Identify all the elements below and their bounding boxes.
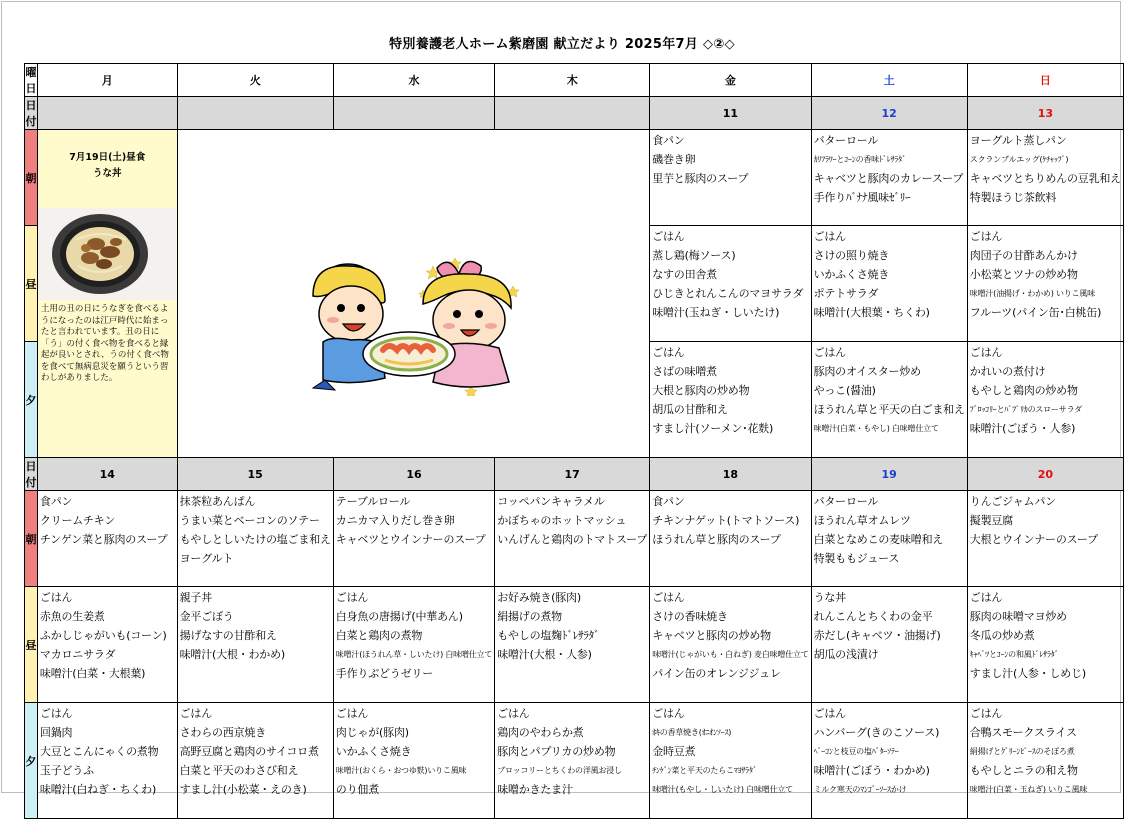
week2-fri-lunch xyxy=(650,587,811,703)
menu-item: テーブルロール xyxy=(335,495,411,508)
week2-mon-lunch xyxy=(37,587,177,703)
menu-item: 味噌汁(白菜・もやし) 白味噌仕立て xyxy=(813,424,939,433)
menu-item: ごはん xyxy=(179,707,212,720)
menu-item: チンゲン菜と豚肉のスープ xyxy=(39,533,168,546)
week2-date-tue: 15 xyxy=(177,458,333,491)
week1-date-sat: 12 xyxy=(811,97,967,130)
week2-sun-dinner xyxy=(967,703,1123,819)
menu-item: バターロール xyxy=(813,495,879,508)
day-wed: 水 xyxy=(333,64,494,97)
menu-item: 赤だし(キャベツ・油揚げ) xyxy=(813,629,941,642)
special-unadon-panel xyxy=(37,130,177,458)
day-sat: 土 xyxy=(811,64,967,97)
menu-item: バターロール xyxy=(813,134,879,147)
week2-thu-lunch xyxy=(495,587,650,703)
menu-item: ごはん xyxy=(497,707,530,720)
menu-item: ごはん xyxy=(335,591,369,604)
menu-item: 肉じゃが(豚肉) xyxy=(335,726,409,739)
menu-item: ハンバーグ(きのこソース) xyxy=(813,726,940,739)
week1-date-thu xyxy=(495,97,650,130)
menu-item: ごはん xyxy=(39,591,73,604)
menu-item: ごはん xyxy=(969,591,1003,604)
menu-item: いかふくさ焼き xyxy=(813,268,890,281)
menu-item: いかふくさ焼き xyxy=(335,745,412,758)
menu-table xyxy=(24,63,1124,819)
menu-item: 白菜と平天のわさび和え xyxy=(179,764,299,777)
week2-mon-breakfast xyxy=(37,491,177,587)
menu-item: すまし汁(人参・しめじ) xyxy=(969,667,1086,680)
menu-item: 味噌汁(大根・わかめ) xyxy=(179,648,285,661)
menu-item: キャベツと豚肉の炒め物 xyxy=(652,629,771,642)
menu-item: ごはん xyxy=(652,707,685,720)
menu-item: もやしの塩麹ﾄﾞﾚｻﾗﾀﾞ xyxy=(497,629,600,642)
page-title: 特別養護老人ホーム紫磨園 献立だより 2025年7月 ◇②◇ xyxy=(389,37,735,52)
menu-item: 味噌汁(ほうれん草・しいたけ) 白味噌仕立て xyxy=(335,650,493,659)
menu-item: 食パン xyxy=(652,134,685,147)
menu-item: パイン缶のオレンジジュレ xyxy=(652,667,781,680)
menu-item: ｶﾘﾌﾗﾜｰとｺｰﾝの香味ﾄﾞﾚｻﾗﾀﾞ xyxy=(813,155,906,164)
week2-date-wed: 16 xyxy=(333,458,494,491)
menu-item: さわらの西京焼き xyxy=(179,726,266,739)
menu-item: ごはん xyxy=(652,591,685,604)
menu-item: ごはん xyxy=(813,707,846,720)
menu-item: もやしとしいたけの塩ごま和え xyxy=(179,533,331,546)
day-tue: 火 xyxy=(177,64,333,97)
week2-wed-dinner xyxy=(333,703,494,819)
week1-date-mon xyxy=(37,97,177,130)
menu-item: ごはん xyxy=(335,707,369,720)
meal-label-lunch: 昼 xyxy=(25,226,38,342)
menu-item: ほうれん草と豚肉のスープ xyxy=(652,533,781,546)
menu-item: 磯巻き卵 xyxy=(652,153,696,166)
week2-sun-lunch xyxy=(967,587,1123,703)
menu-item: 味噌汁(じゃがいも・白ねぎ) 麦白味噌仕立て xyxy=(652,650,809,659)
menu-item: 回鍋肉 xyxy=(39,726,73,739)
menu-item: 肉団子の甘酢あんかけ xyxy=(969,249,1078,262)
week2-breakfast-row xyxy=(25,491,1124,587)
menu-item: 味噌汁(おくら・おつゆ麩)いりこ風味 xyxy=(335,766,467,775)
menu-item: 赤魚の生姜煮 xyxy=(39,610,105,623)
hizuke-label-2: 日付 xyxy=(25,458,38,491)
menu-item: 親子丼 xyxy=(179,591,212,604)
menu-item: ﾁﾝｹﾞﾝ菜と平天のたらこﾏﾖｻﾗﾀﾞ xyxy=(652,766,757,775)
menu-item: 食パン xyxy=(39,495,73,508)
menu-item: ポテトサラダ xyxy=(813,287,879,300)
menu-item: 手作りﾊﾞﾅﾅ風味ｾﾞﾘｰ xyxy=(813,191,911,204)
menu-item: 味噌汁(白ねぎ・ちくわ) xyxy=(39,783,157,796)
menu-item: キャベツとウインナーのスープ xyxy=(335,533,486,546)
week1-fri-dinner xyxy=(650,342,811,458)
menu-item: ミルク寒天のﾏﾝｺﾞｰｿｰｽかけ xyxy=(813,785,907,794)
menu-item: 擬製豆腐 xyxy=(969,514,1013,527)
week2-dinner-row xyxy=(25,703,1124,819)
menu-item: なすの田舎煮 xyxy=(652,268,717,281)
week2-date-sat: 19 xyxy=(811,458,967,491)
menu-item: ごはん xyxy=(969,707,1003,720)
menu-item: ごはん xyxy=(39,707,73,720)
menu-item: ごはん xyxy=(652,230,685,243)
menu-item: 味噌汁(油揚げ・わかめ) いりこ風味 xyxy=(969,289,1095,298)
week2-sat-breakfast xyxy=(811,491,967,587)
menu-item: ごはん xyxy=(969,346,1003,359)
menu-item: かぼちゃのホットマッシュ xyxy=(497,514,627,527)
menu-item: 胡瓜の浅漬け xyxy=(813,648,879,661)
week2-sun-breakfast xyxy=(967,491,1123,587)
menu-item: ほうれん草オムレツ xyxy=(813,514,911,527)
week1-sat-lunch xyxy=(811,226,967,342)
menu-item: いんげんと鶏肉のトマトスープ xyxy=(497,533,648,546)
menu-item: 合鴨スモークスライス xyxy=(969,726,1077,739)
menu-item: 味噌汁(白菜・玉ねぎ) いりこ風味 xyxy=(969,785,1088,794)
week1-fri-lunch xyxy=(650,226,811,342)
menu-item: ふかしじゃがいも(コーン) xyxy=(39,629,167,642)
menu-item: コッペパンキャラメル xyxy=(497,495,605,508)
menu-item: ごはん xyxy=(652,346,685,359)
menu-item: 大根と豚肉の炒め物 xyxy=(652,384,750,397)
menu-item: キャベツと豚肉のカレースープ xyxy=(813,172,964,185)
menu-item: キャベツとちりめんの豆乳和え xyxy=(969,172,1121,185)
week1-date-fri: 11 xyxy=(650,97,811,130)
menu-item: 大根とウインナーのスープ xyxy=(969,533,1098,546)
menu-item: 絹揚げとｸﾞﾘｰﾝﾋﾟｰｽのそぼろ煮 xyxy=(969,747,1075,756)
menu-item: 味噌汁(玉ねぎ・しいたけ) xyxy=(652,306,780,319)
menu-item: チキンナゲット(トマトソース) xyxy=(652,514,800,527)
week1-sat-breakfast xyxy=(811,130,967,226)
day-sun: 日 xyxy=(967,64,1123,97)
special-dish: うな丼 xyxy=(92,168,122,179)
menu-item: 大豆とこんにゃくの煮物 xyxy=(39,745,159,758)
menu-item: 揚げなすの甘酢和え xyxy=(179,629,277,642)
meal-label-lunch-2: 昼 xyxy=(25,587,38,703)
menu-item: 味噌汁(ごぼう・わかめ) xyxy=(813,764,930,777)
menu-item: 豚肉の味噌マヨ炒め xyxy=(969,610,1067,623)
menu-item: ごはん xyxy=(969,230,1003,243)
meal-label-dinner-2: 夕 xyxy=(25,703,38,819)
menu-item: すまし汁(ソーメン･花麩) xyxy=(652,422,774,435)
menu-item: 味噌汁(白菜・大根葉) xyxy=(39,667,146,680)
menu-item: 鶏肉のやわらか煮 xyxy=(497,726,584,739)
week2-tue-lunch xyxy=(177,587,333,703)
menu-item: 白菜となめこの麦味噌和え xyxy=(813,533,944,546)
menu-item: 胡瓜の甘酢和え xyxy=(652,403,728,416)
menu-item: りんごジャムパン xyxy=(969,495,1056,508)
menu-item: クリームチキン xyxy=(39,514,116,527)
menu-item: うな丼 xyxy=(813,591,846,604)
meal-label-breakfast: 朝 xyxy=(25,130,38,226)
menu-item: ほうれん草と平天の白ごま和え xyxy=(813,403,965,416)
week2-mon-dinner xyxy=(37,703,177,819)
menu-item: 味噌かきたま汁 xyxy=(497,783,573,796)
menu-item: フルーツ(パイン缶･白桃缶) xyxy=(969,306,1102,319)
menu-item: 高野豆腐と鶏肉のサイコロ煮 xyxy=(179,745,319,758)
week2-tue-breakfast xyxy=(177,491,333,587)
menu-item: ﾍﾞｰｺﾝと枝豆の塩ﾊﾞﾀｰｿﾃｰ xyxy=(813,747,899,756)
week2-lunch-row xyxy=(25,587,1124,703)
week1-date-tue xyxy=(177,97,333,130)
week2-sat-dinner xyxy=(811,703,967,819)
menu-item: 味噌汁(ごぼう・人参) xyxy=(969,422,1076,435)
menu-item: 金平ごぼう xyxy=(179,610,234,623)
week1-sun-lunch xyxy=(967,226,1123,342)
week2-fri-dinner xyxy=(650,703,811,819)
menu-item: 里芋と豚肉のスープ xyxy=(652,172,749,185)
day-fri: 金 xyxy=(650,64,811,97)
illustration-cell xyxy=(177,130,650,458)
menu-item: 白身魚の唐揚げ(中華あん) xyxy=(335,610,463,623)
children-shrimp-illustration xyxy=(273,246,573,396)
menu-item: 特製ほうじ茶飲料 xyxy=(969,191,1057,204)
menu-item: ヨーグルト蒸しパン xyxy=(969,134,1067,147)
week2-thu-breakfast xyxy=(495,491,650,587)
week2-wed-breakfast xyxy=(333,491,494,587)
menu-item: すまし汁(小松菜・えのき) xyxy=(179,783,307,796)
menu-item: 蒸し鶏(梅ソース) xyxy=(652,249,736,262)
menu-item: 玉子どうふ xyxy=(39,764,94,777)
menu-item: やっこ(醤油) xyxy=(813,384,876,397)
week1-sat-dinner xyxy=(811,342,967,458)
menu-item: さけの照り焼き xyxy=(813,249,890,262)
meal-label-breakfast-2: 朝 xyxy=(25,491,38,587)
menu-item: 味噌汁(もやし・しいたけ) 白味噌仕立て xyxy=(652,785,793,794)
week2-fri-breakfast xyxy=(650,491,811,587)
menu-item: スクランブルエッグ(ｹﾁｬｯﾌﾟ) xyxy=(969,155,1069,164)
menu-item: れんこんとちくわの金平 xyxy=(813,610,933,623)
menu-item: お好み焼き(豚肉) xyxy=(497,591,581,604)
week1-date-wed xyxy=(333,97,494,130)
special-note: 土用の丑の日にうなぎを食べるようになったのは江戸時代に始まったと言われています。丑の日に「う」の付く食べ物を食べると縁起が良いとされ、うの付く食べ物を食べて無病息災を願うという習わしがありました。 xyxy=(40,304,169,383)
menu-item: 豚肉のオイスター炒め xyxy=(813,365,921,378)
week1-sun-dinner xyxy=(967,342,1123,458)
menu-item: 白菜と鶏肉の煮物 xyxy=(335,629,423,642)
week2-wed-lunch xyxy=(333,587,494,703)
menu-item: 味噌汁(大根・人参) xyxy=(497,648,592,661)
menu-item: かれいの煮付け xyxy=(969,365,1046,378)
menu-item: 冬瓜の炒め煮 xyxy=(969,629,1035,642)
menu-item: もやしと鶏肉の炒め物 xyxy=(969,384,1078,397)
youbi-label: 曜日 xyxy=(25,64,38,97)
menu-item: ﾌﾞﾛｯｺﾘｰとﾊﾟﾌﾟﾘｶのスローサラダ xyxy=(969,405,1083,414)
week2-date-row xyxy=(25,458,1124,491)
menu-item: 豚肉とパプリカの炒め物 xyxy=(497,745,616,758)
hizuke-label: 日付 xyxy=(25,97,38,130)
day-thu: 木 xyxy=(495,64,650,97)
menu-item: 味噌汁(大根葉・ちくわ) xyxy=(813,306,930,319)
menu-item: ｷｬﾍﾞﾂとｺｰﾝの和風ﾄﾞﾚｻﾗﾀﾞ xyxy=(969,650,1059,659)
menu-item: ヨーグルト xyxy=(179,552,234,565)
day-mon: 月 xyxy=(37,64,177,97)
menu-item: 特製ももジュース xyxy=(813,552,900,565)
menu-item: ﾎｷの香草焼き(ｵﾆｵﾝｿｰｽ) xyxy=(652,728,732,737)
menu-item: マカロニサラダ xyxy=(39,648,116,661)
week2-tue-dinner xyxy=(177,703,333,819)
menu-item: ごはん xyxy=(813,346,846,359)
week2-sat-lunch xyxy=(811,587,967,703)
meal-label-dinner: 夕 xyxy=(25,342,38,458)
week1-sun-breakfast xyxy=(967,130,1123,226)
menu-item: ごはん xyxy=(813,230,846,243)
menu-item: 小松菜とツナの炒め物 xyxy=(969,268,1078,281)
menu-item: 抹茶粒あんぱん xyxy=(179,495,256,508)
menu-item: 食パン xyxy=(652,495,685,508)
menu-item: うまい菜とベーコンのソテー xyxy=(179,514,320,527)
menu-item: ブロッコリーとちくわの洋風お浸し xyxy=(497,766,622,775)
week1-fri-breakfast xyxy=(650,130,811,226)
week2-date-mon: 14 xyxy=(37,458,177,491)
week2-date-thu: 17 xyxy=(495,458,650,491)
week2-thu-dinner xyxy=(495,703,650,819)
special-date: 7月19日(土)昼食 xyxy=(69,152,146,163)
menu-item: のり佃煮 xyxy=(335,783,379,796)
week2-date-fri: 18 xyxy=(650,458,811,491)
menu-item: ひじきとれんこんのマヨサラダ xyxy=(652,287,804,300)
week1-date-sun: 13 xyxy=(967,97,1123,130)
week1-breakfast-row xyxy=(25,130,1124,226)
weekday-header-row xyxy=(25,64,1124,97)
menu-item: もやしとニラの和え物 xyxy=(969,764,1078,777)
week1-date-row xyxy=(25,97,1124,130)
menu-item: さばの味噌煮 xyxy=(652,365,717,378)
menu-item: 絹揚げの煮物 xyxy=(497,610,562,623)
week2-date-sun: 20 xyxy=(967,458,1123,491)
menu-item: さけの香味焼き xyxy=(652,610,728,623)
menu-item: カニカマ入りだし巻き卵 xyxy=(335,514,455,527)
menu-item: 手作りぶどうゼリー xyxy=(335,667,433,680)
unadon-photo xyxy=(38,208,176,300)
menu-item: 金時豆煮 xyxy=(652,745,696,758)
